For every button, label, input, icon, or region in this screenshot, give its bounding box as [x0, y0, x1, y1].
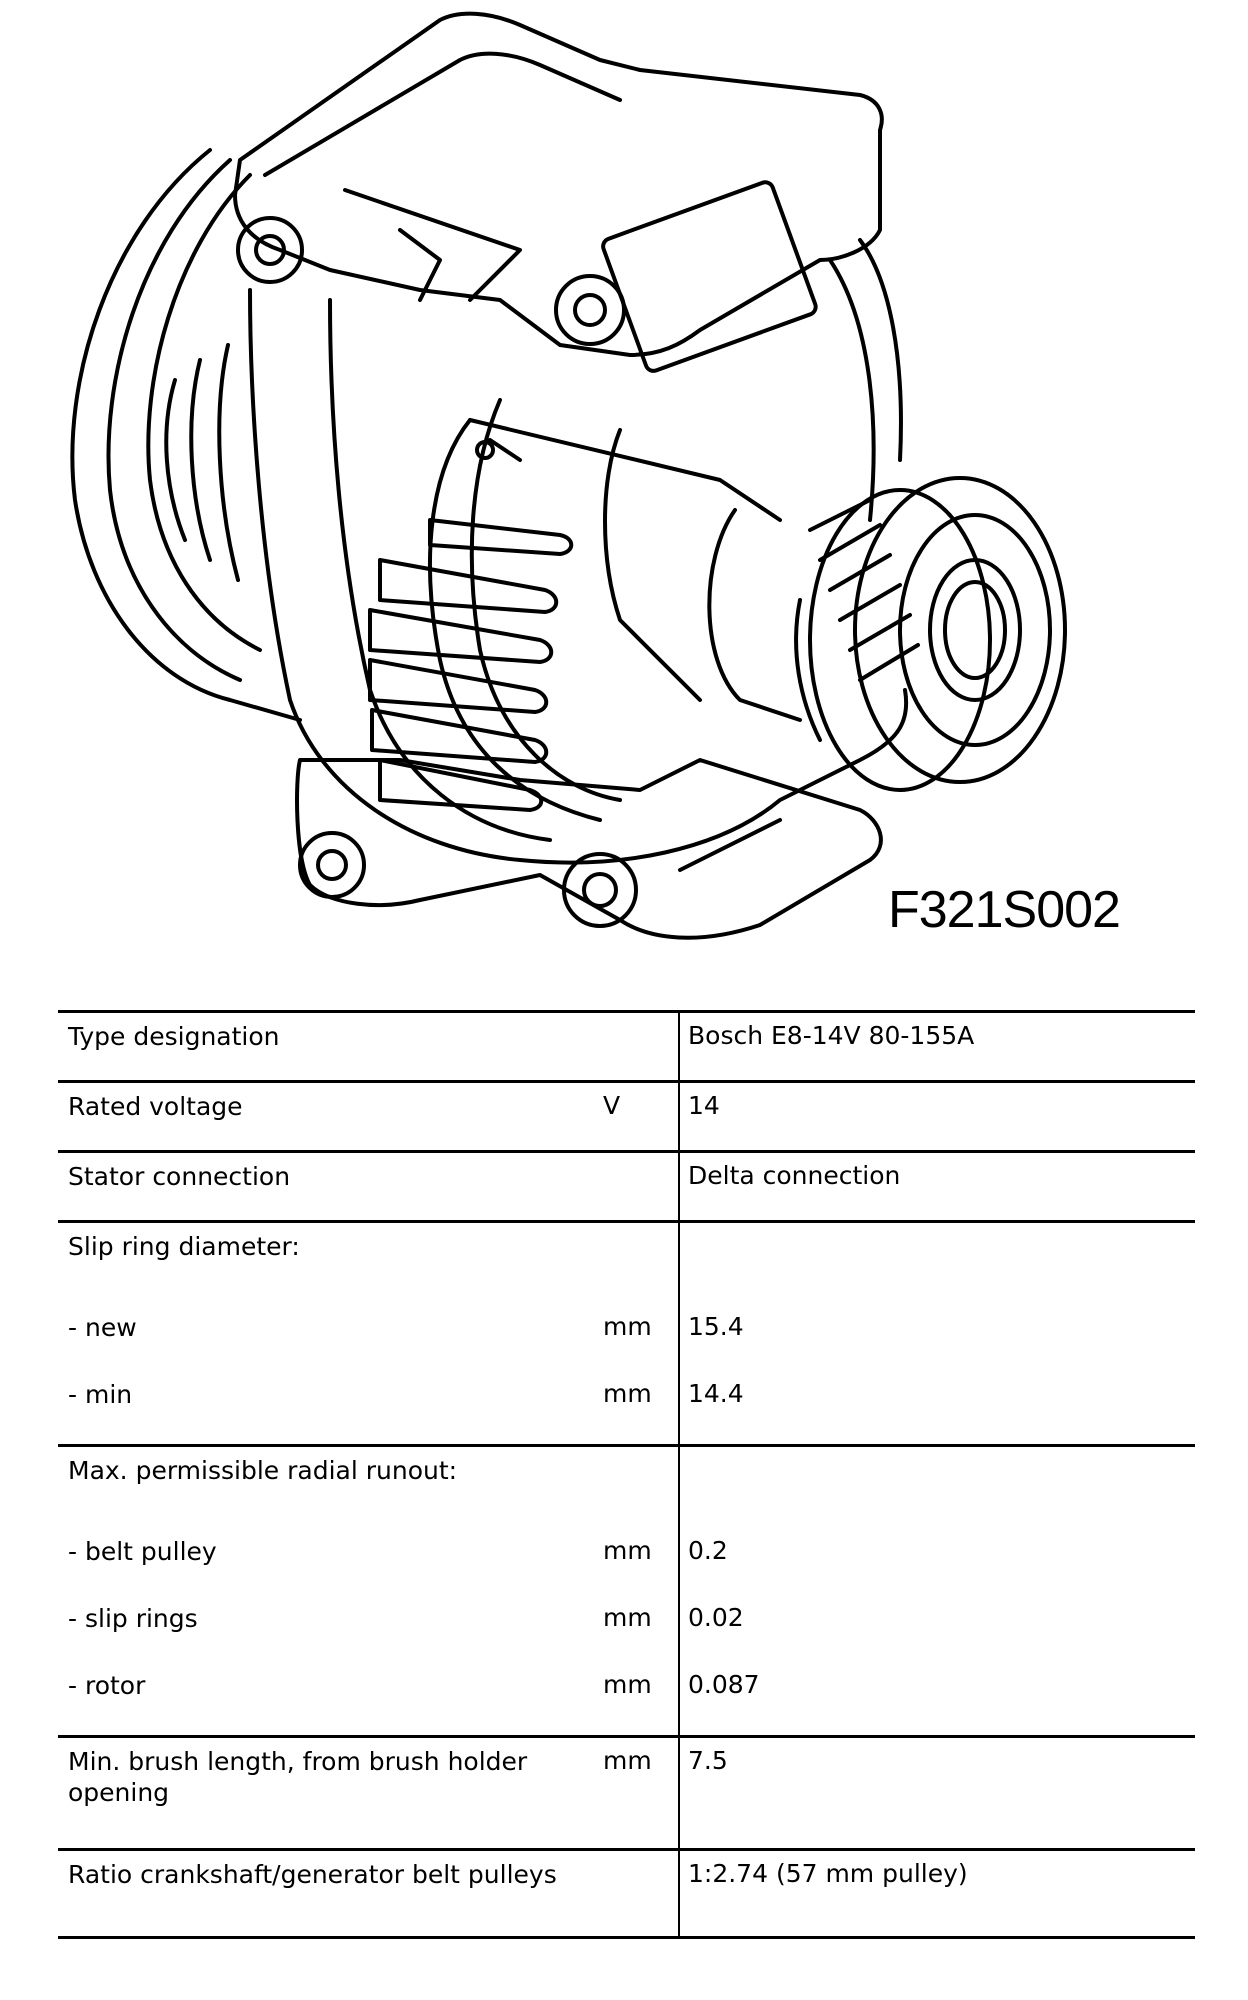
- spec-unit: V: [603, 1091, 621, 1120]
- table-row: [58, 1848, 1195, 1939]
- spec-unit: mm: [603, 1312, 652, 1341]
- spec-label: Ratio crankshaft/generator belt pulleys: [68, 1860, 557, 1889]
- spec-label: Rated voltage: [68, 1092, 243, 1121]
- table-line: [58, 1357, 1195, 1424]
- table-line: [58, 1153, 1195, 1220]
- spec-unit: mm: [603, 1536, 652, 1565]
- table-line: [58, 1738, 1195, 1848]
- spec-value: 0.087: [688, 1670, 760, 1699]
- spec-unit: mm: [603, 1379, 652, 1408]
- spec-unit: mm: [603, 1603, 652, 1632]
- table-line: [58, 1648, 1195, 1715]
- spec-label: - new: [68, 1313, 137, 1342]
- table-line: [58, 1290, 1195, 1357]
- table-row: [58, 1080, 1195, 1150]
- table-row: [58, 1220, 1195, 1444]
- table-line: [58, 1581, 1195, 1648]
- spec-label: - belt pulley: [68, 1537, 217, 1566]
- spec-unit: mm: [603, 1670, 652, 1699]
- alternator-illustration: [0, 0, 1248, 990]
- spec-label: Min. brush length, from brush holder opening: [68, 1747, 528, 1807]
- table-line: [58, 1013, 1195, 1080]
- spec-value: 7.5: [688, 1746, 728, 1775]
- spec-label: - rotor: [68, 1671, 146, 1700]
- spec-label: - min: [68, 1380, 133, 1409]
- spec-value: 14.4: [688, 1379, 744, 1408]
- specification-table: [58, 1010, 1195, 1939]
- table-row: [58, 1150, 1195, 1220]
- spec-label: - slip rings: [68, 1604, 198, 1633]
- table-line: [58, 1223, 1195, 1290]
- spec-value: 0.2: [688, 1536, 728, 1565]
- spec-value: Bosch E8-14V 80-155A: [688, 1021, 975, 1050]
- table-line: [58, 1447, 1195, 1514]
- spec-value: Delta connection: [688, 1161, 901, 1190]
- table-line: [58, 1083, 1195, 1150]
- table-row: [58, 1010, 1195, 1080]
- spec-label: Type designation: [68, 1022, 280, 1051]
- table-line: [58, 1851, 1195, 1936]
- table-line: [58, 1514, 1195, 1581]
- spec-label: Slip ring diameter:: [68, 1232, 300, 1261]
- table-row: [58, 1444, 1195, 1735]
- spec-value: 14: [688, 1091, 720, 1120]
- spec-label: Max. permissible radial runout:: [68, 1456, 458, 1485]
- spec-value: 15.4: [688, 1312, 744, 1341]
- spec-label: Stator connection: [68, 1162, 291, 1191]
- table-row: [58, 1735, 1195, 1848]
- spec-value: 0.02: [688, 1603, 744, 1632]
- spec-value: 1:2.74 (57 mm pulley): [688, 1859, 968, 1888]
- figure-code: F321S002: [888, 881, 1120, 939]
- spec-unit: mm: [603, 1746, 652, 1775]
